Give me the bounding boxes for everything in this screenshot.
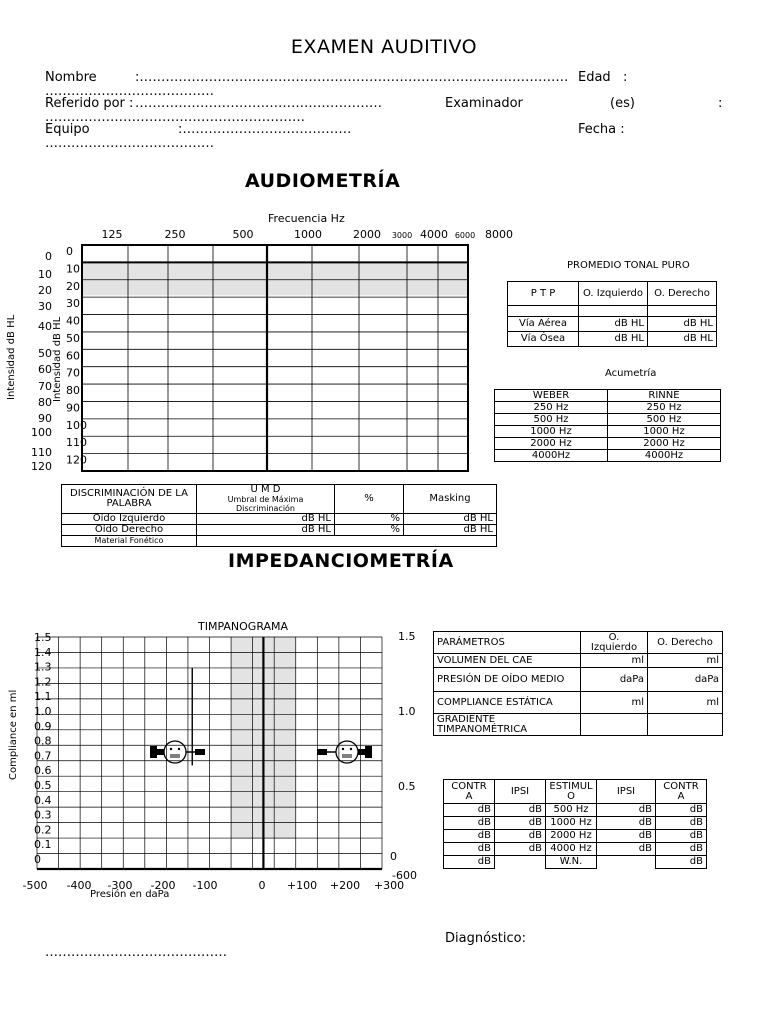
- param-cell[interactable]: daPa: [648, 668, 723, 692]
- audiogram-grid: [82, 245, 468, 471]
- fecha-label: Fecha :: [578, 122, 625, 137]
- ptp-cell[interactable]: dB HL: [648, 332, 717, 347]
- estimulo-header: ESTIMUL O: [546, 780, 597, 804]
- estimulo-cell: 500 Hz: [546, 804, 597, 817]
- ptp-cell[interactable]: dB HL: [579, 332, 648, 347]
- acumetria-table: [494, 389, 721, 462]
- param-cell[interactable]: [648, 714, 723, 736]
- reflejos-table: [443, 779, 707, 869]
- pressure-tick-label: +100: [286, 879, 318, 892]
- ptp-blank[interactable]: [508, 306, 579, 317]
- compliance-tick-label: 0.1: [34, 838, 52, 852]
- fecha-field[interactable]: …………………………………: [45, 136, 214, 151]
- timpanograma-title: TIMPANOGRAMA: [198, 620, 289, 633]
- diagnostico-label: Diagnóstico:: [445, 931, 526, 946]
- compliance-tick-label: 0.8: [34, 734, 52, 748]
- db-tick-label-inner: 50: [66, 331, 80, 345]
- disc-cell[interactable]: dB HL: [197, 525, 335, 536]
- nombre-field[interactable]: :………………………………………………………………………………………: [135, 70, 569, 85]
- pressure-tick-label: -200: [150, 879, 176, 892]
- estimulo-cell: 2000 Hz: [546, 830, 597, 843]
- compliance-tick-label: 1.5: [34, 631, 52, 644]
- referido-field[interactable]: …………………………………………………: [135, 96, 382, 111]
- contra-header: CONTR A: [656, 780, 707, 804]
- reflejo-cell[interactable]: [495, 856, 546, 869]
- reflejo-cell[interactable]: dB: [656, 856, 707, 869]
- db-tick-label-outer: 110: [31, 446, 52, 459]
- pressure-tick-label: -100: [192, 879, 218, 892]
- rinne-cell[interactable]: 2000 Hz: [608, 438, 721, 450]
- rinne-cell[interactable]: 500 Hz: [608, 414, 721, 426]
- db-tick-label-outer: 0: [45, 250, 52, 263]
- ptp-blank[interactable]: [579, 306, 648, 317]
- param-row-label: PRESIÓN DE OÍDO MEDIO: [434, 668, 581, 692]
- tympanogram-grid: [37, 637, 382, 869]
- reflejo-cell[interactable]: dB: [656, 830, 707, 843]
- audiometria-title: AUDIOMETRÍA: [245, 170, 401, 192]
- ptp-cell[interactable]: dB HL: [579, 317, 648, 332]
- freq-tick-label: 125: [101, 228, 123, 241]
- parametros-table: [433, 631, 723, 736]
- examinador-field[interactable]: ……………………………………………………: [45, 110, 305, 125]
- compliance-tick-label: 1.2: [34, 675, 52, 689]
- frecuencia-label: Frecuencia Hz: [268, 212, 345, 225]
- audiogram-chart[interactable]: [0, 220, 513, 480]
- intensidad-label-inner: Intensidad dB HL: [52, 316, 63, 402]
- freq-tick-label: 3000: [391, 231, 413, 240]
- edad-label: Edad: [578, 70, 611, 85]
- reflejo-cell[interactable]: dB: [444, 804, 495, 817]
- compliance-tick-label: 1.0: [34, 705, 52, 718]
- freq-tick-label: 6000: [454, 231, 476, 240]
- equipo-label: Equipo: [45, 122, 90, 137]
- param-oi-header: O. Izquierdo: [581, 632, 648, 654]
- ipsi-header: IPSI: [597, 780, 656, 804]
- reflejo-cell[interactable]: dB: [444, 830, 495, 843]
- masking-header: Masking: [404, 485, 497, 514]
- param-header: PARÁMETROS: [434, 632, 581, 654]
- db-tick-label-inner: 90: [66, 401, 80, 415]
- disc-cell[interactable]: %: [335, 514, 404, 525]
- db-tick-label-inner: 80: [66, 384, 80, 398]
- edad-field[interactable]: …………………………………: [45, 84, 214, 99]
- param-cell[interactable]: [581, 714, 648, 736]
- compliance-tick-label: 0.9: [34, 719, 52, 733]
- ipsi-header: IPSI: [495, 780, 546, 804]
- pressure-tick-label: 0: [258, 879, 266, 892]
- freq-tick-label: 500: [232, 228, 254, 241]
- reflejo-cell[interactable]: dB: [597, 817, 656, 830]
- db-tick-label-inner: 0: [66, 245, 73, 258]
- param-row-label: GRADIENTE TIMPANOMÉTRICA: [434, 714, 581, 736]
- disc-cell[interactable]: dB HL: [404, 514, 497, 525]
- db-tick-label-outer: 40: [38, 320, 52, 333]
- db-tick-label-outer: 100: [31, 426, 52, 439]
- param-row-label: COMPLIANCE ESTÁTICA: [434, 692, 581, 714]
- param-cell[interactable]: ml: [581, 692, 648, 714]
- compliance-tick-label: 0.4: [34, 793, 52, 807]
- weber-header: WEBER: [495, 390, 608, 402]
- weber-cell[interactable]: 500 Hz: [495, 414, 608, 426]
- freq-tick-label: 4000: [420, 228, 448, 241]
- discriminacion-table: [61, 484, 497, 547]
- estimulo-cell: 4000 Hz: [546, 843, 597, 856]
- examinador-es-label: (es): [610, 96, 635, 111]
- estimulo-cell: 1000 Hz: [546, 817, 597, 830]
- reflejo-cell[interactable]: dB: [656, 843, 707, 856]
- ptp-od-header: O. Derecho: [648, 282, 717, 306]
- tympanogram-chart[interactable]: [0, 625, 425, 905]
- ptp-row-label: Vía Ósea: [508, 332, 579, 347]
- reflejo-cell[interactable]: [597, 856, 656, 869]
- db-tick-label-outer: 30: [38, 300, 52, 313]
- rinne-cell[interactable]: 1000 Hz: [608, 426, 721, 438]
- param-cell[interactable]: ml: [648, 654, 723, 668]
- pressure-tick-label: +200: [329, 879, 361, 892]
- db-tick-label-outer: 60: [38, 363, 52, 376]
- disc-cell[interactable]: dB HL: [197, 514, 335, 525]
- ptp-table: [507, 281, 717, 347]
- reflejo-cell[interactable]: dB: [495, 817, 546, 830]
- umd-header: U M D: [250, 484, 281, 495]
- db-tick-label-outer: 20: [38, 284, 52, 297]
- examinador-colon: :: [718, 96, 723, 111]
- db-tick-label-outer: 70: [38, 380, 52, 393]
- right-axis-label: 1.5: [398, 630, 416, 643]
- db-tick-label-inner: 20: [66, 279, 80, 293]
- ptp-blank[interactable]: [648, 306, 717, 317]
- compliance-tick-label: 1.3: [34, 660, 52, 674]
- weber-cell[interactable]: 1000 Hz: [495, 426, 608, 438]
- reflejo-cell[interactable]: dB: [495, 830, 546, 843]
- db-tick-label-inner: 70: [66, 366, 80, 380]
- pressure-tick-label: -300: [107, 879, 133, 892]
- right-axis-label: 0: [390, 850, 397, 863]
- compliance-tick-label: 0.7: [34, 749, 52, 763]
- reflejo-cell[interactable]: dB: [444, 856, 495, 869]
- param-row-label: VOLUMEN DEL CAE: [434, 654, 581, 668]
- compliance-tick-label: 1.4: [34, 645, 52, 659]
- impedanciometria-title: IMPEDANCIOMETRÍA: [228, 550, 454, 572]
- disc-cell[interactable]: dB HL: [404, 525, 497, 536]
- pressure-tick-label: -400: [66, 879, 92, 892]
- left-ear-face-icon: [150, 741, 205, 763]
- edad-colon: :: [623, 70, 628, 85]
- pct-header: %: [335, 485, 404, 514]
- ptp-caption: PROMEDIO TONAL PURO: [567, 260, 690, 271]
- param-cell[interactable]: ml: [648, 692, 723, 714]
- ptp-row-label: Vía Aérea: [508, 317, 579, 332]
- param-cell[interactable]: ml: [581, 654, 648, 668]
- db-tick-label-outer: 50: [38, 347, 52, 360]
- db-tick-label-inner: 110: [66, 436, 87, 450]
- db-tick-label-inner: 120: [66, 453, 87, 467]
- reflejo-cell[interactable]: dB: [495, 843, 546, 856]
- weber-cell[interactable]: 2000 Hz: [495, 438, 608, 450]
- reflejo-cell[interactable]: dB: [597, 804, 656, 817]
- ptp-cell[interactable]: dB HL: [648, 317, 717, 332]
- right-axis-label: 0.5: [398, 780, 416, 793]
- db-tick-label-outer: 120: [31, 460, 52, 473]
- rinne-cell[interactable]: 250 Hz: [608, 402, 721, 414]
- umd-subheader: Umbral de Máxima Discriminación: [227, 495, 304, 513]
- db-tick-label-outer: 10: [38, 268, 52, 281]
- reflejo-cell[interactable]: dB: [656, 817, 707, 830]
- reflejo-cell[interactable]: dB: [444, 817, 495, 830]
- diagnostico-field[interactable]: ……………………………………: [45, 945, 227, 960]
- estimulo-cell: W.N.: [546, 856, 597, 869]
- material-label: Material Fonético: [62, 536, 197, 547]
- freq-tick-label: 1000: [294, 228, 322, 241]
- db-tick-label-outer: 90: [38, 412, 52, 425]
- referido-label: Referido por :: [45, 96, 134, 111]
- acumetria-caption: Acumetría: [605, 368, 657, 379]
- disc-cell[interactable]: %: [335, 525, 404, 536]
- ptp-oi-header: O. Izquierdo: [579, 282, 648, 306]
- reflejo-cell[interactable]: dB: [597, 830, 656, 843]
- compliance-tick-label: 0.5: [34, 779, 52, 792]
- compliance-tick-label: 0.6: [34, 764, 52, 778]
- db-tick-label-inner: 60: [66, 349, 80, 363]
- disc-row-label: Oído Izquierdo: [62, 514, 197, 525]
- db-tick-label-inner: 30: [66, 297, 80, 311]
- rinne-cell[interactable]: 4000Hz: [608, 450, 721, 462]
- weber-cell[interactable]: 4000Hz: [495, 450, 608, 462]
- reflejo-cell[interactable]: dB: [597, 843, 656, 856]
- rinne-header: RINNE: [608, 390, 721, 402]
- reflejo-cell[interactable]: dB: [444, 843, 495, 856]
- compliance-tick-label: 0: [34, 853, 41, 866]
- disc-header: DISCRIMINACIÓN DE LA PALABRA: [62, 485, 197, 514]
- presion-label: Presión en daPa: [90, 889, 170, 900]
- contra-header: CONTR A: [444, 780, 495, 804]
- compliance-label: Compliance en ml: [8, 689, 19, 780]
- freq-tick-label: 2000: [353, 228, 381, 241]
- param-cell[interactable]: daPa: [581, 668, 648, 692]
- right-axis-label: -600: [392, 869, 417, 882]
- shaded-band: [82, 262, 468, 295]
- intensidad-label-outer: Intensidad dB HL: [6, 314, 17, 400]
- disc-row-label: Oído Derecho: [62, 525, 197, 536]
- db-tick-label-inner: 40: [66, 314, 80, 328]
- reflejo-cell[interactable]: dB: [495, 804, 546, 817]
- freq-tick-label: 250: [164, 228, 186, 241]
- pressure-tick-label: -500: [22, 879, 48, 892]
- weber-cell[interactable]: 250 Hz: [495, 402, 608, 414]
- db-tick-label-inner: 100: [66, 418, 87, 432]
- param-od-header: O. Derecho: [648, 632, 723, 654]
- compliance-tick-label: 0.3: [34, 808, 52, 822]
- material-cell[interactable]: [197, 536, 497, 547]
- db-tick-label-inner: 10: [66, 262, 80, 276]
- compliance-tick-label: 0.2: [34, 823, 52, 837]
- freq-tick-label: 8000: [485, 228, 513, 241]
- reflejo-cell[interactable]: dB: [656, 804, 707, 817]
- right-axis-label: 1.0: [398, 705, 416, 718]
- nombre-label: Nombre: [45, 70, 97, 85]
- equipo-field[interactable]: :…………………………………: [178, 122, 352, 137]
- db-tick-label-outer: 80: [38, 396, 52, 409]
- ptp-header: P T P: [508, 282, 579, 306]
- right-ear-face-icon: [317, 741, 372, 763]
- pressure-tick-label: +300: [373, 879, 405, 892]
- page-title: EXAMEN AUDITIVO: [290, 36, 478, 58]
- compliance-tick-label: 1.1: [34, 690, 52, 704]
- examinador-label: Examinador: [445, 96, 523, 111]
